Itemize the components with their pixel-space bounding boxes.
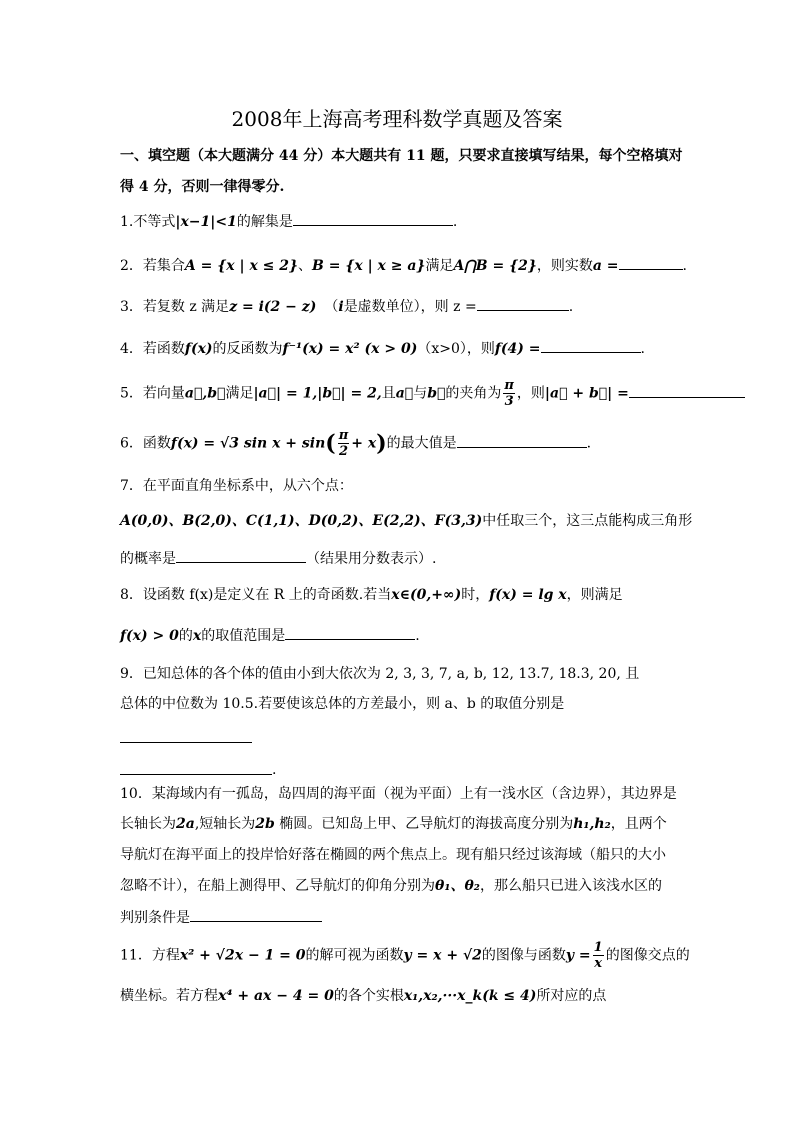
question-9-line2: 总体的中位数为 10.5.若要使该总体的方差最小，则 a、b 的取值分别是 bbox=[120, 696, 565, 712]
q1-answer-blank bbox=[293, 211, 453, 226]
q10-math1: 2a bbox=[176, 816, 195, 832]
q8-end: . bbox=[415, 628, 420, 644]
q11-line2-pre: 横坐标。若方程 bbox=[120, 988, 218, 1004]
q5-mid5: ，则 bbox=[516, 385, 545, 402]
question-9-line1: 9．已知总体的各个体的值由小到大依次为 2, 3, 3, 7, a, b, 12, 13.7, 18.3, 20, 且 bbox=[120, 666, 640, 682]
q2-sep: 、 bbox=[298, 258, 313, 274]
q3-mid2: 是虚数单位），则 z = bbox=[343, 299, 477, 315]
q4-mid2: （x>0），则 bbox=[417, 341, 495, 357]
section-heading-line2: 得 4 分，否则一律得零分. bbox=[120, 179, 285, 195]
q2-math2: B = {x | x ≥ a} bbox=[312, 258, 426, 274]
q6-frac-den: 2 bbox=[338, 444, 348, 459]
question-6: 6．函数f(x) = √3 sin x + sin( $\frac{\pi}{2}$ + x)的最大值是 . bbox=[120, 428, 592, 459]
q5-pre: 5．若向量 bbox=[120, 385, 185, 402]
q10-math2: 2b bbox=[255, 816, 275, 832]
section-heading-line1: 一、填空题（本大题满分 44 分）本大题共有 11 题，只要求直接填写结果，每个空格填对 bbox=[120, 148, 683, 164]
q11-post: 的图像交点的 bbox=[605, 947, 690, 964]
q8-mid: 时， bbox=[461, 587, 490, 603]
q2-answer-blank bbox=[619, 255, 683, 270]
q5-math4: b⃗ bbox=[427, 385, 446, 402]
q5-mid: 满足 bbox=[225, 385, 254, 402]
q2-mid2: ，则实数 bbox=[536, 258, 593, 274]
q5-fraction bbox=[503, 378, 515, 409]
q9-end: . bbox=[272, 762, 277, 778]
q10-line5: 判别条件是 bbox=[120, 910, 190, 926]
q4-math3: f(4) = bbox=[494, 341, 541, 357]
q4-pre: 4．若函数 bbox=[120, 341, 185, 357]
q8-math2: f(x) = lg x bbox=[489, 587, 567, 603]
q10-answer-blank bbox=[190, 907, 322, 922]
q2-mid: 满足 bbox=[425, 258, 454, 274]
q10-line4-pre: 忽略不计），在船上测得甲、乙导航灯的仰角分别为 bbox=[120, 878, 435, 894]
q10-line2-mid2: 椭圆。已知岛上甲、乙导航灯的海拔高度分别为 bbox=[274, 816, 574, 832]
q8-post2: 的取值范围是 bbox=[201, 628, 286, 644]
q8-math3: f(x) > 0 bbox=[120, 628, 179, 644]
q4-mid: 的反函数为 bbox=[212, 341, 283, 357]
q1-end: . bbox=[452, 214, 458, 230]
q6-fraction bbox=[338, 428, 350, 459]
q11-line2-post: 所对应的点 bbox=[536, 988, 607, 1004]
q10-line2-pre: 长轴长为 bbox=[120, 816, 176, 832]
q2-pre: 2．若集合 bbox=[120, 258, 185, 274]
question-10-line1: 10．某海域内有一孤岛，岛四周的海平面（视为平面）上有一浅水区（含边界），其边界是 bbox=[120, 786, 677, 802]
question-1 bbox=[120, 211, 680, 232]
q9-answer-blank-1 bbox=[120, 742, 252, 743]
q10-line4-post: ，那么船只已进入该浅水区的 bbox=[479, 878, 662, 894]
q6-answer-blank bbox=[457, 433, 587, 448]
q8-mid2: 的 bbox=[178, 628, 193, 644]
q6-math2: + x bbox=[351, 435, 377, 452]
q11-fraction bbox=[593, 940, 604, 971]
q10-line2-post: ，且两个 bbox=[610, 816, 667, 832]
q3-math: z = i(2 − z) bbox=[229, 299, 317, 315]
q6-math1: f(x) = √3 sin x + sin bbox=[170, 435, 326, 452]
page-title: 2008年上海高考理科数学真题及答案 bbox=[231, 107, 563, 131]
question-8-line1 bbox=[120, 585, 680, 605]
q8-answer-blank bbox=[285, 625, 415, 640]
question-10-line5 bbox=[120, 907, 680, 928]
q3-answer-blank bbox=[477, 296, 569, 311]
q5-math2: |a⃗| = 1,|b⃗| = 2, bbox=[253, 385, 382, 402]
question-10-line3: 导航灯在海平面上的投岸恰好落在椭圆的两个焦点上。现有船只经过该海域（船只的大小 bbox=[120, 847, 666, 863]
question-10-line4 bbox=[120, 876, 680, 896]
question-5 bbox=[120, 378, 680, 409]
q5-frac-num: π bbox=[504, 378, 514, 393]
q5-math3: a⃗ bbox=[395, 385, 414, 402]
q6-post: 的最大值是 bbox=[386, 435, 457, 452]
q4-end: . bbox=[640, 341, 645, 357]
q7-points: A(0,0)、B(2,0)、C(1,1)、D(0,2)、E(2,2)、F(3,3) bbox=[120, 513, 483, 529]
question-2 bbox=[120, 255, 687, 276]
q11-mid2: 的图像与函数 bbox=[481, 947, 566, 964]
q5-answer-blank bbox=[629, 383, 745, 398]
q2-math1: A = {x | x ≤ 2} bbox=[184, 258, 299, 274]
q11-math5: x₁,x₂,···x_k(k ≤ 4) bbox=[403, 988, 537, 1004]
q10-math4: θ₁、θ₂ bbox=[435, 878, 480, 894]
q5-frac-den: 3 bbox=[504, 394, 514, 409]
q5-math1: a⃗,b⃗ bbox=[184, 385, 226, 402]
q7-answer-blank bbox=[176, 548, 306, 563]
q2-math4: a = bbox=[592, 258, 619, 274]
q3-pre: 3．若复数 z 满足 bbox=[120, 299, 230, 315]
q6-end: . bbox=[586, 435, 592, 452]
question-3 bbox=[120, 296, 680, 317]
q11-mid: 的解可视为函数 bbox=[305, 947, 404, 964]
question-10-line2 bbox=[120, 814, 680, 834]
q3-mid: （ bbox=[324, 299, 339, 315]
q5-mid2: 且 bbox=[381, 385, 396, 402]
q2-end: . bbox=[682, 258, 687, 274]
question-4 bbox=[120, 338, 680, 359]
q9-answer-blank-2 bbox=[120, 774, 272, 775]
q11-frac-den: x bbox=[594, 956, 603, 971]
q11-math4: x⁴ + ax − 4 = 0 bbox=[218, 988, 334, 1004]
q10-line2-mid: ,短轴长为 bbox=[194, 816, 256, 832]
question-7-line1: 7．在平面直角坐标系中，从六个点： bbox=[120, 478, 353, 494]
q2-math3: A⋂B = {2} bbox=[453, 258, 537, 274]
question-7-line2 bbox=[120, 511, 693, 531]
q4-math1: f(x) bbox=[184, 341, 213, 357]
q4-answer-blank bbox=[541, 338, 641, 353]
q11-pre: 11．方程 bbox=[120, 947, 180, 964]
question-11-line2 bbox=[120, 986, 680, 1006]
question-11-line1 bbox=[120, 940, 690, 971]
q5-mid3: 与 bbox=[413, 385, 428, 402]
q8-math1: x∈(0,+∞) bbox=[391, 587, 462, 603]
q7-line2-post: 中任取三个，这三点能构成三角形 bbox=[482, 513, 693, 529]
q4-math2: f⁻¹(x) = x² (x > 0) bbox=[282, 341, 418, 357]
q8-post: ，则满足 bbox=[566, 587, 623, 603]
q6-pre: 6．函数 bbox=[120, 435, 171, 452]
q11-line2-mid: 的各个实根 bbox=[333, 988, 404, 1004]
q1-pre: 1.不等式 bbox=[120, 214, 176, 230]
q8-math4: x bbox=[192, 628, 202, 644]
q1-math: |x−1|<1 bbox=[175, 214, 237, 230]
q3-math2: i bbox=[338, 299, 344, 315]
q7-line3-pre: 的概率是 bbox=[120, 551, 176, 567]
q8-pre: 8．设函数 f(x)是定义在 R 上的奇函数.若当 bbox=[120, 587, 392, 603]
q10-math3: h₁,h₂ bbox=[573, 816, 611, 832]
q5-math5: |a⃗ + b⃗| = bbox=[544, 385, 629, 402]
question-7-line3 bbox=[120, 548, 680, 569]
q11-frac-num: 1 bbox=[593, 940, 603, 955]
q5-mid4: 的夹角为 bbox=[445, 385, 502, 402]
question-8-line2 bbox=[120, 625, 680, 646]
q6-frac-num: π bbox=[338, 428, 349, 443]
q11-math2: y = x + √2 bbox=[403, 947, 482, 964]
q3-end: . bbox=[568, 299, 574, 315]
q7-line3-post: （结果用分数表示）. bbox=[306, 551, 437, 567]
q11-math3: y = bbox=[565, 947, 591, 964]
q1-post: 的解集是 bbox=[236, 214, 293, 230]
q11-math1: x² + √2x − 1 = 0 bbox=[179, 947, 306, 964]
